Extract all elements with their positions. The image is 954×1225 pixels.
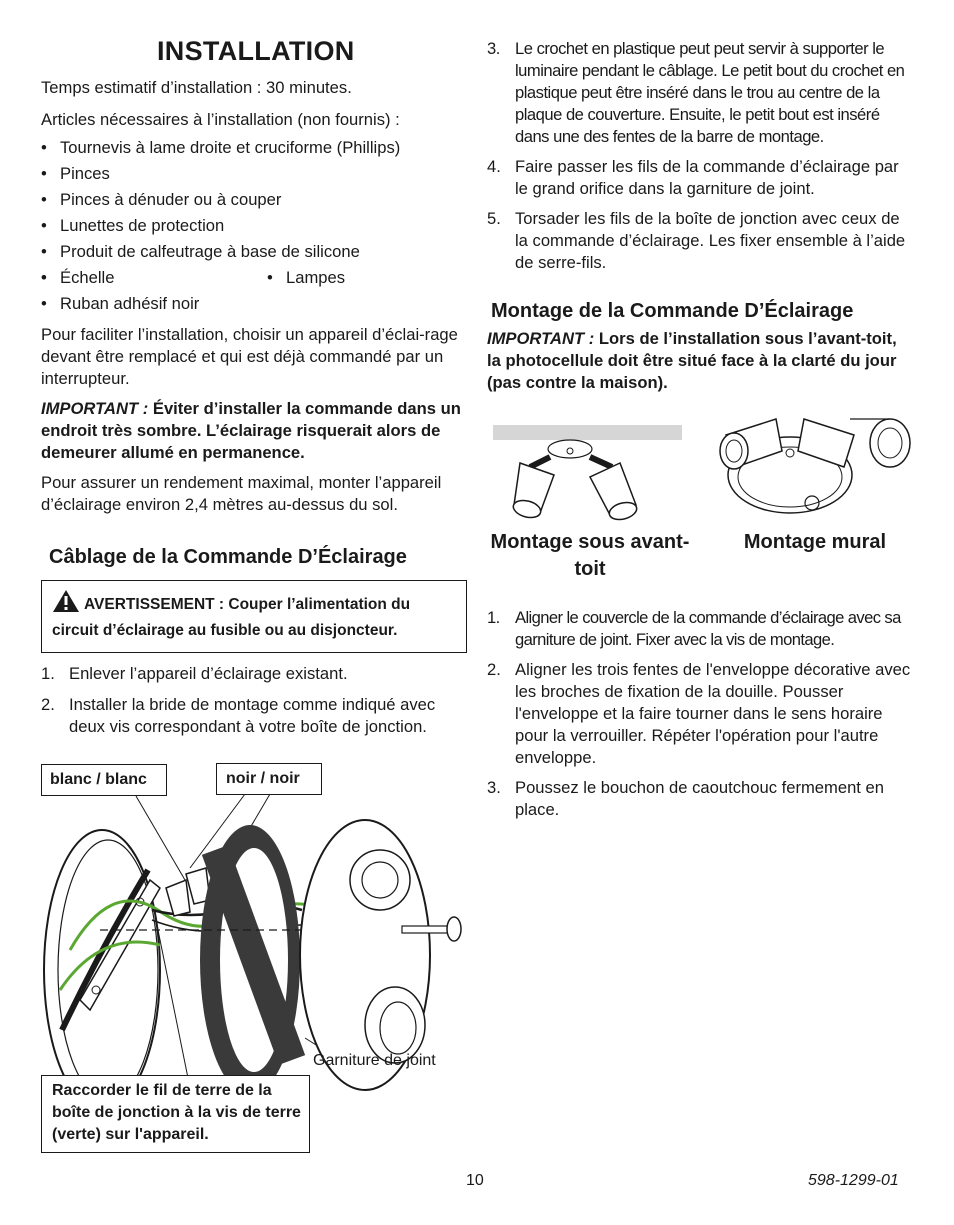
tools-list bbox=[41, 135, 467, 317]
important-label: IMPORTANT : bbox=[41, 399, 149, 418]
list-item: • Lampes bbox=[267, 265, 345, 291]
list-item: 3. Poussez le bouchon de caoutchouc fermement en place. bbox=[487, 778, 884, 819]
list-item: • Ruban adhésif noir bbox=[41, 291, 467, 317]
list-item: 4. Faire passer les fils de la commande d’éclairage par le grand orifice dans la garniture de joint. bbox=[487, 157, 899, 198]
wall-mount-fixture-icon bbox=[720, 419, 910, 513]
list-item: • • Échelle bbox=[41, 265, 267, 291]
list-item: • Pinces à dénuder ou à couper bbox=[41, 187, 467, 213]
caption-wall-mount: Montage mural bbox=[743, 531, 887, 553]
section-title-mounting: Montage de la Commande D’Éclairage bbox=[491, 300, 854, 322]
paragraph-height: Pour assurer un rendement maximal, monter l’appareil d’éclairage environ 2,4 mètres au-dessus du sol. bbox=[41, 473, 442, 514]
caption-eave-mount: Montage sous avant-toit bbox=[490, 531, 690, 580]
list-item-pair bbox=[41, 265, 467, 291]
wire-nut-icon bbox=[166, 868, 210, 916]
important-note-eave bbox=[487, 328, 913, 394]
list-item: 3. Le crochet en plastique peut peut servir à supporter le luminaire pendant le câblage. Le petit bout du crochet en plastique peut être inséré dans le trou au centre de la plaque de couverture. Ensuite, le petit bout est inséré dans une des fentes de la barre de montage. bbox=[487, 39, 905, 146]
list-item: • Lunettes de protection bbox=[41, 213, 467, 239]
list-item: 1. Aligner le couvercle de la commande d’éclairage avec sa garniture de joint. Fixer avec la vis de montage. bbox=[487, 608, 901, 649]
warning-icon bbox=[52, 589, 80, 620]
document-number: 598-1299-01 bbox=[808, 1172, 899, 1189]
tools-intro: Articles nécessaires à l’installation (non fournis) : bbox=[41, 110, 400, 129]
important-note bbox=[41, 398, 467, 464]
list-item: • Tournevis à lame droite et cruciforme (Phillips) bbox=[41, 135, 467, 161]
list-item: 5. Torsader les fils de la boîte de jonction avec ceux de la commande d’éclairage. Les fixer ensemble à l’aide de serre-fils. bbox=[487, 209, 906, 272]
important-text: Lors de l’installation sous l’avant-toit, la photocellule doit être situé face à la clarté du jour (pas contre la maison). bbox=[487, 329, 897, 392]
wiring-steps-continued bbox=[487, 38, 913, 274]
wiring-steps bbox=[41, 663, 467, 738]
mounting-illustrations bbox=[490, 405, 915, 530]
page-title: INSTALLATION bbox=[157, 36, 355, 66]
left-column bbox=[41, 34, 467, 738]
list-item: 1. Enlever l’appareil d’éclairage existant. bbox=[41, 664, 348, 683]
list-item: • Pinces bbox=[41, 161, 467, 187]
page-number: 10 bbox=[466, 1172, 484, 1189]
install-time: Temps estimatif d’installation : 30 minutes. bbox=[41, 78, 352, 97]
important-label: IMPORTANT : bbox=[487, 329, 595, 348]
callout-ground-wire: Raccorder le fil de terre de la boîte de jonction à la vis de terre (verte) sur l'appareil. bbox=[41, 1075, 310, 1153]
callout-white-wires: blanc / blanc bbox=[41, 764, 167, 796]
warning-box bbox=[41, 580, 467, 653]
label-gasket: Garniture de joint bbox=[313, 1052, 436, 1069]
list-item: 2. Aligner les trois fentes de l'enveloppe décorative avec les broches de fixation de la douille. Pousser l'enveloppe et la faire tourner dans le sens horaire pour la verrouiller. Répéter l'opération pour l'autre enveloppe. bbox=[487, 660, 911, 767]
callout-black-wires: noir / noir bbox=[216, 763, 322, 795]
warning-text: AVERTISSEMENT : Couper l’alimentation du circuit d’éclairage au fusible ou au disjoncteur. bbox=[52, 596, 411, 639]
section-title-wiring: Câblage de la Commande D’Éclairage bbox=[49, 546, 407, 568]
mounting-steps bbox=[487, 607, 913, 821]
right-column bbox=[487, 38, 913, 394]
important-text: Éviter d’installer la commande dans un endroit très sombre. L’éclairage risquerait alors de demeurer allumé en permanence. bbox=[41, 399, 461, 462]
paragraph-intro: Pour faciliter l’installation, choisir un appareil d’éclai-rage devant être remplacé et qui est déjà commandé par un interrupteur. bbox=[41, 325, 458, 388]
eave-mount-fixture-icon bbox=[493, 425, 682, 522]
list-item: 2. Installer la bride de montage comme indiqué avec deux vis correspondant à votre boîte de jonction. bbox=[41, 695, 436, 736]
list-item: • Produit de calfeutrage à base de silicone bbox=[41, 239, 467, 265]
